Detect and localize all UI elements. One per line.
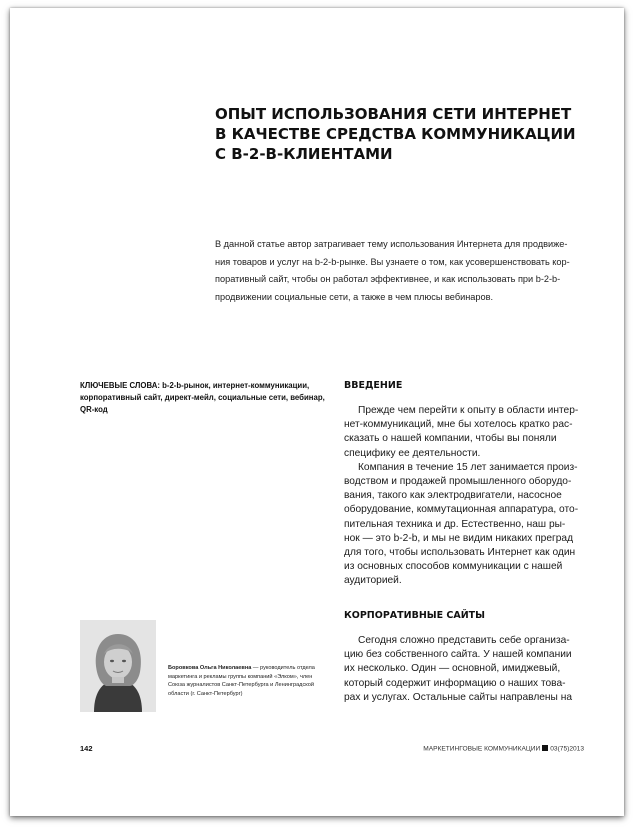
author-line: области (г. Санкт-Петербург)	[168, 690, 243, 697]
author-photo	[80, 620, 156, 712]
text-line: Сегодня сложно представить себе организа-	[358, 635, 570, 646]
title-line: В КАЧЕСТВЕ СРЕДСТВА КОММУНИКАЦИИ	[215, 125, 576, 143]
text-line: пительная техника и др. Естественно, наш ры-	[344, 518, 566, 530]
author-portrait-icon	[80, 620, 156, 712]
text-line: водством и продажей промышленного оборудо-	[344, 476, 572, 488]
journal-name: МАРКЕТИНГОВЫЕ КОММУНИКАЦИИ	[423, 745, 541, 753]
square-bullet-icon	[542, 745, 548, 751]
author-line: маркетинга и рекламы группы компаний «Элком», член	[168, 673, 313, 680]
keywords-line: QR-код	[80, 405, 108, 415]
text-line: сказать о нашей компании, чтобы вы поняли	[344, 433, 557, 445]
article-title	[215, 104, 595, 164]
issue-number: 03(75)2013	[550, 745, 584, 753]
abstract-line: В данной статье автор затрагивает тему использования Интернета для продвиже-	[215, 239, 568, 249]
text-line: нет-коммуникаций, мне бы хотелось кратко рас-	[344, 419, 573, 431]
author-name: Боровкова Ольга Николаевна	[168, 665, 252, 671]
text-line: нок — это b-2-b, и мы не видим никаких преград	[344, 532, 574, 544]
author-role: — руководитель отдела	[251, 665, 315, 671]
text-line: Компания в течение 15 лет занимается произ-	[358, 461, 578, 473]
text-line: специфику ее деятельности.	[344, 447, 481, 459]
text-line: который содержит информацию о наших това-	[344, 677, 566, 689]
text-line: цию без собственного сайта. У нашей компании	[344, 649, 572, 661]
text-line: их несколько. Один — основной, имиджевый,	[344, 663, 561, 675]
text-line: из основных способов коммуникации с нашей	[344, 561, 563, 573]
abstract-line: поративный сайт, чтобы он работал эффективнее, и как использовать при b-2-b-	[215, 274, 561, 284]
keywords-line: КЛЮЧЕВЫЕ СЛОВА: b-2-b-рынок, интернет-коммуникации,	[80, 381, 310, 390]
author-info	[168, 664, 343, 698]
text-line: рах и услугах. Остальные сайты направлены на	[344, 691, 572, 703]
section-heading-intro: ВВЕДЕНИЕ	[344, 380, 403, 391]
journal-footer	[423, 745, 584, 753]
section-heading-sites: КОРПОРАТИВНЫЕ САЙТЫ	[344, 610, 486, 621]
abstract-line: продвижении социальные сети, а также в чем плюсы вебинаров.	[215, 291, 494, 302]
keywords-line: корпоративный сайт, директ-мейл, социальные сети, вебинар,	[80, 393, 325, 403]
journal-page	[10, 8, 624, 816]
text-line: вания, такого как электродвигатели, насосное	[344, 490, 562, 502]
article-abstract	[215, 236, 595, 306]
text-line: для того, чтобы использовать Интернет как один	[344, 547, 576, 559]
text-line: аудиторией.	[344, 575, 402, 587]
text-line: оборудование, коммутационная аппаратура, ото-	[344, 504, 579, 516]
title-line: С B-2-B-КЛИЕНТАМИ	[215, 145, 393, 163]
page-number: 142	[80, 744, 93, 753]
sites-text	[344, 634, 594, 705]
text-line: Прежде чем перейти к опыту в области интер-	[358, 405, 579, 416]
abstract-line: ния товаров и услуг на b-2-b-рынке. Вы узнаете о том, как усовершенствовать кор-	[215, 256, 570, 267]
intro-text	[344, 404, 594, 589]
author-line: Союза журналистов Санкт-Петербурга и Ленинградской	[168, 682, 314, 689]
title-line: ОПЫТ ИСПОЛЬЗОВАНИЯ СЕТИ ИНТЕРНЕТ	[215, 105, 572, 123]
keywords-block	[80, 380, 340, 417]
